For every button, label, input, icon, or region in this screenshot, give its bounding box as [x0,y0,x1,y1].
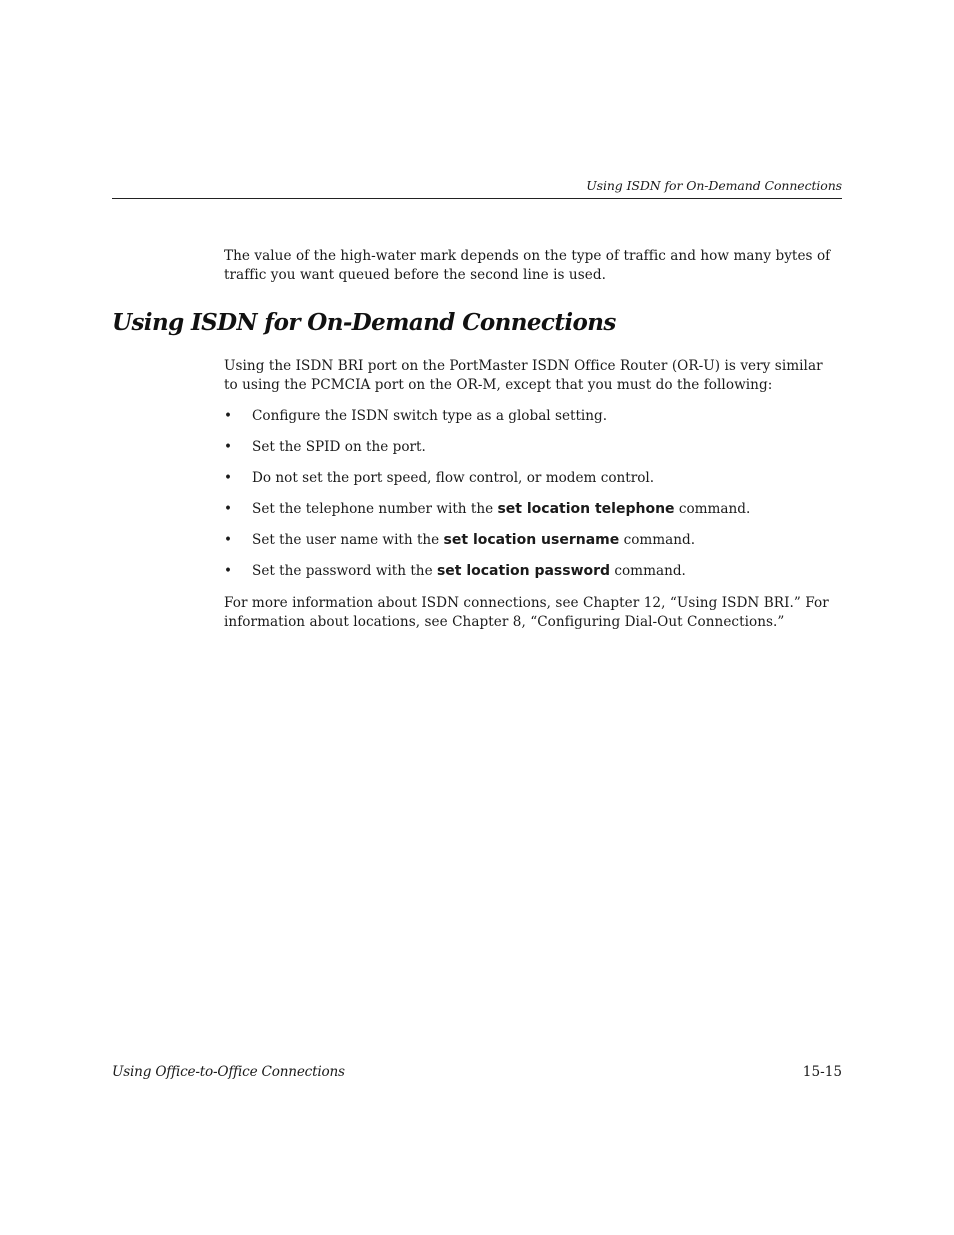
list-item-text-after: command. [674,501,751,517]
page-number: 15-15 [802,1064,842,1080]
footer-book-title: Using Office-to-Office Connections [112,1064,345,1080]
bullet-icon: • [224,563,233,579]
running-header: Using ISDN for On-Demand Connections [586,178,842,193]
list-item-text-before: Set the user name with the [252,532,444,548]
list-item-text-after: command. [619,532,696,548]
list-item-text: Configure the ISDN switch type as a global setting. [252,408,608,424]
intro-paragraph: The value of the high-water mark depends on the type of traffic and how many bytes of traffic you want queued before the second line is used. [224,248,831,283]
list-item [224,500,840,531]
bullet-icon: • [224,501,233,517]
command-name: set location telephone [497,501,675,517]
bullet-icon: • [224,408,233,424]
list-item-text-before: Set the password with the [252,563,437,579]
section-heading: Using ISDN for On-Demand Connections [112,309,616,336]
list-item-text-before: Set the telephone number with the [252,501,498,517]
command-name: set location password [436,563,611,579]
command-name: set location username [443,532,620,548]
list-item-text-after: command. [610,563,686,579]
requirements-list [224,407,840,593]
bullet-icon: • [224,470,233,486]
closing-paragraph: For more information about ISDN connections, see Chapter 12, “Using ISDN BRI.” For information about locations, see Chapter 8, “Configuring Dial-Out Connections.” [224,595,829,630]
list-item-text: Do not set the port speed, flow control, or modem control. [252,470,655,486]
lead-paragraph: Using the ISDN BRI port on the PortMaster ISDN Office Router (OR-U) is very similar to using the PCMCIA port on the OR-M, except that you must do the following: [224,358,823,393]
bullet-icon: • [224,439,233,455]
bullet-icon: • [224,532,233,548]
list-item-text: Set the SPID on the port. [252,439,426,455]
list-item [224,438,840,469]
list-item [224,531,840,562]
list-item [224,407,840,438]
header-rule [112,198,842,199]
list-item [224,469,840,500]
list-item [224,562,840,593]
